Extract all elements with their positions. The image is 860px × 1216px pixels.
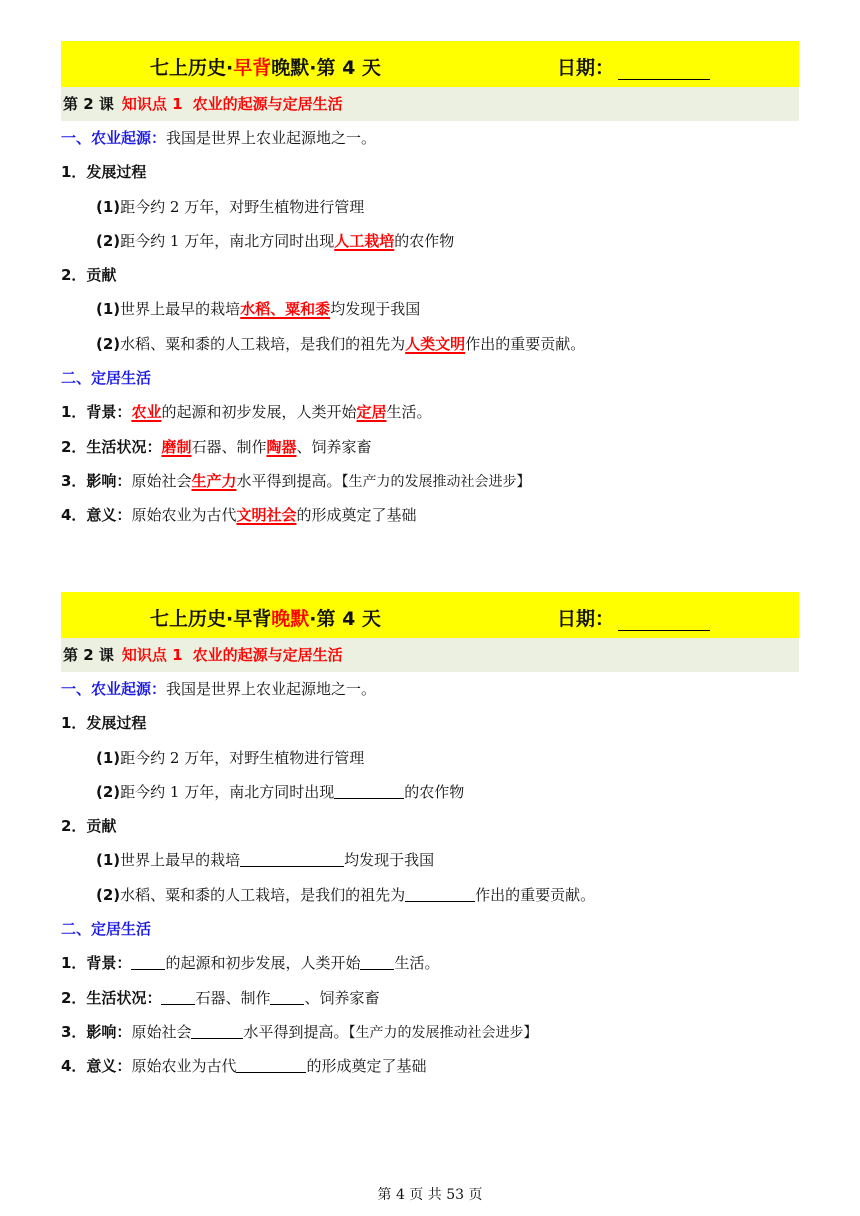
date-field: 日期： bbox=[557, 53, 710, 80]
answer: 磨制 bbox=[161, 437, 192, 456]
card-banner bbox=[61, 592, 799, 638]
fill-blank[interactable] bbox=[131, 953, 165, 970]
list-item: (2)距今约 1 万年，南北方同时出现 的农作物 bbox=[96, 782, 465, 801]
fill-blank[interactable] bbox=[161, 988, 195, 1005]
list-item: 4．意义：原始农业为古代 的形成奠定了基础 bbox=[61, 1057, 427, 1076]
lesson-bar: 第 2 课 知识点 1 农业的起源与定居生活 bbox=[61, 87, 799, 121]
lesson-bar: 第 2 课 知识点 1 农业的起源与定居生活 bbox=[61, 638, 799, 672]
list-item: (1)世界上最早的栽培 均发现于我国 bbox=[96, 851, 435, 870]
list-item: 3．影响：原始社会 水平得到提高。【生产力的发展推动社会进步】 bbox=[61, 1022, 538, 1041]
section-heading: 一、农业起源：我国是世界上农业起源地之一。 bbox=[61, 680, 377, 698]
list-item: 3．影响：原始社会生产力水平得到提高。【生产力的发展推动社会进步】 bbox=[61, 471, 531, 490]
answer: 生产力 bbox=[191, 471, 237, 490]
answer: 水稻、粟和黍 bbox=[240, 300, 331, 319]
answer: 定居 bbox=[356, 403, 387, 422]
fill-blank[interactable] bbox=[270, 988, 304, 1005]
item-heading: 2．贡献 bbox=[61, 817, 117, 836]
card-morning-recite bbox=[61, 41, 799, 533]
card-evening-dictation bbox=[61, 592, 799, 1084]
answer: 农业 bbox=[131, 403, 162, 422]
date-blank bbox=[618, 612, 710, 631]
fill-blank[interactable] bbox=[334, 782, 404, 799]
list-item: 4．意义：原始农业为古代文明社会的形成奠定了基础 bbox=[61, 506, 417, 525]
list-item: (1)距今约 2 万年，对野生植物进行管理 bbox=[96, 197, 365, 216]
fill-blank[interactable] bbox=[191, 1022, 243, 1039]
card-title: 七上历史·早背晚默·第 4 天 bbox=[150, 608, 381, 630]
answer: 陶器 bbox=[266, 437, 297, 456]
note: 【生产力的发展推动社会进步】 bbox=[341, 473, 531, 490]
fill-blank[interactable] bbox=[405, 885, 475, 902]
date-blank bbox=[618, 61, 710, 80]
card-banner bbox=[61, 41, 799, 87]
list-item: (1)世界上最早的栽培水稻、粟和黍均发现于我国 bbox=[96, 300, 421, 319]
item-heading: 1．发展过程 bbox=[61, 163, 147, 182]
section-heading: 一、农业起源：我国是世界上农业起源地之一。 bbox=[61, 129, 377, 147]
list-item: (2)距今约 1 万年，南北方同时出现人工栽培的农作物 bbox=[96, 231, 455, 250]
page-footer: 第 4 页 共 53 页 bbox=[377, 1187, 483, 1203]
fill-blank[interactable] bbox=[360, 953, 394, 970]
section-heading: 二、定居生活 bbox=[61, 369, 152, 388]
list-item: (2)水稻、粟和黍的人工栽培，是我们的祖先为 作出的重要贡献。 bbox=[96, 885, 596, 904]
item-heading: 1．发展过程 bbox=[61, 714, 147, 733]
list-item: 1．背景： 的起源和初步发展，人类开始 生活。 bbox=[61, 954, 440, 973]
list-item: (2)水稻、粟和黍的人工栽培，是我们的祖先为人类文明作出的重要贡献。 bbox=[96, 334, 586, 353]
fill-blank[interactable] bbox=[236, 1056, 306, 1073]
list-item: 1．背景：农业的起源和初步发展，人类开始定居生活。 bbox=[61, 403, 432, 422]
answer: 人工栽培 bbox=[334, 231, 395, 250]
list-item: 2．生活状况：磨制石器、制作陶器、饲养家畜 bbox=[61, 437, 372, 456]
card-title: 七上历史·早背晚默·第 4 天 bbox=[150, 57, 381, 79]
fill-blank[interactable] bbox=[240, 850, 344, 867]
answer: 文明社会 bbox=[236, 506, 297, 525]
list-item: (1)距今约 2 万年，对野生植物进行管理 bbox=[96, 748, 365, 767]
item-heading: 2．贡献 bbox=[61, 266, 117, 285]
section-heading: 二、定居生活 bbox=[61, 920, 152, 939]
answer: 人类文明 bbox=[405, 334, 466, 353]
date-field: 日期： bbox=[557, 604, 710, 631]
note: 【生产力的发展推动社会进步】 bbox=[348, 1024, 538, 1041]
list-item: 2．生活状况： 石器、制作 、饲养家畜 bbox=[61, 988, 380, 1007]
